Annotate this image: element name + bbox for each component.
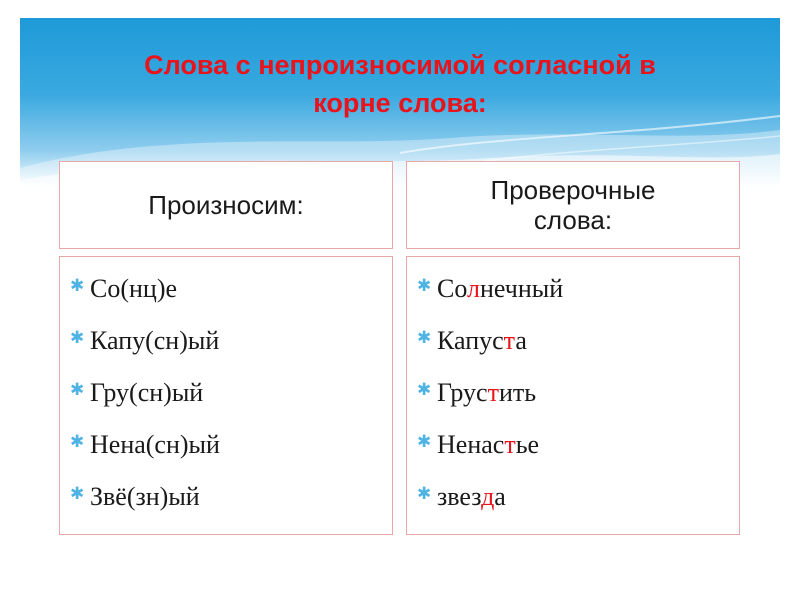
item-text: Нена(сн)ый: [90, 430, 220, 459]
word-end: ье: [515, 430, 540, 459]
asterisk-bullet-icon: ✱: [417, 276, 432, 295]
asterisk-bullet-icon: ✱: [417, 432, 432, 451]
item-text: Гру(сн)ый: [90, 378, 204, 407]
word-end: а: [494, 482, 506, 511]
list-item: [417, 319, 739, 371]
word-end: нечный: [479, 274, 564, 303]
item-text: Капу(сн)ый: [90, 326, 220, 355]
list-item: [417, 475, 739, 527]
list-item: [70, 267, 392, 319]
word-start: Капус: [437, 326, 504, 355]
list-item: [70, 475, 392, 527]
asterisk-bullet-icon: ✱: [417, 380, 432, 399]
highlighted-consonant: т: [487, 378, 499, 407]
pronounced-list: [60, 257, 392, 527]
title-line-2: корне слова:: [313, 88, 487, 118]
word-start: Со: [437, 274, 467, 303]
word-start: звез: [437, 482, 482, 511]
asterisk-bullet-icon: ✱: [70, 432, 85, 451]
slide-title: [30, 46, 770, 122]
asterisk-bullet-icon: ✱: [70, 276, 85, 295]
list-item: [417, 267, 739, 319]
highlighted-consonant: т: [503, 326, 516, 355]
highlighted-consonant: т: [504, 430, 516, 459]
list-item: [70, 423, 392, 475]
item-text: Звё(зн)ый: [90, 482, 200, 511]
list-item: [70, 319, 392, 371]
right-header-line-1: Проверочные: [490, 175, 656, 205]
check-words-list: [407, 257, 739, 527]
right-list-box: [406, 256, 740, 535]
asterisk-bullet-icon: ✱: [70, 484, 85, 503]
title-line-1: Слова с непроизносимой согласной в: [144, 50, 656, 80]
item-text: Со(нц)е: [90, 274, 178, 303]
highlighted-consonant: д: [481, 482, 495, 511]
highlighted-consonant: л: [467, 274, 480, 303]
word-end: ить: [498, 378, 537, 407]
left-header-box: [59, 161, 393, 249]
word-start: Ненас: [437, 430, 505, 459]
asterisk-bullet-icon: ✱: [70, 328, 85, 347]
list-item: [417, 371, 739, 423]
asterisk-bullet-icon: ✱: [417, 484, 432, 503]
asterisk-bullet-icon: ✱: [70, 380, 85, 399]
left-header-text: Произносим:: [148, 190, 304, 220]
asterisk-bullet-icon: ✱: [417, 328, 432, 347]
list-item: [417, 423, 739, 475]
word-end: а: [515, 326, 527, 355]
list-item: [70, 371, 392, 423]
right-header-line-2: слова:: [533, 205, 613, 235]
word-start: Грус: [437, 378, 488, 407]
right-header-box: [406, 161, 740, 249]
left-list-box: [59, 256, 393, 535]
